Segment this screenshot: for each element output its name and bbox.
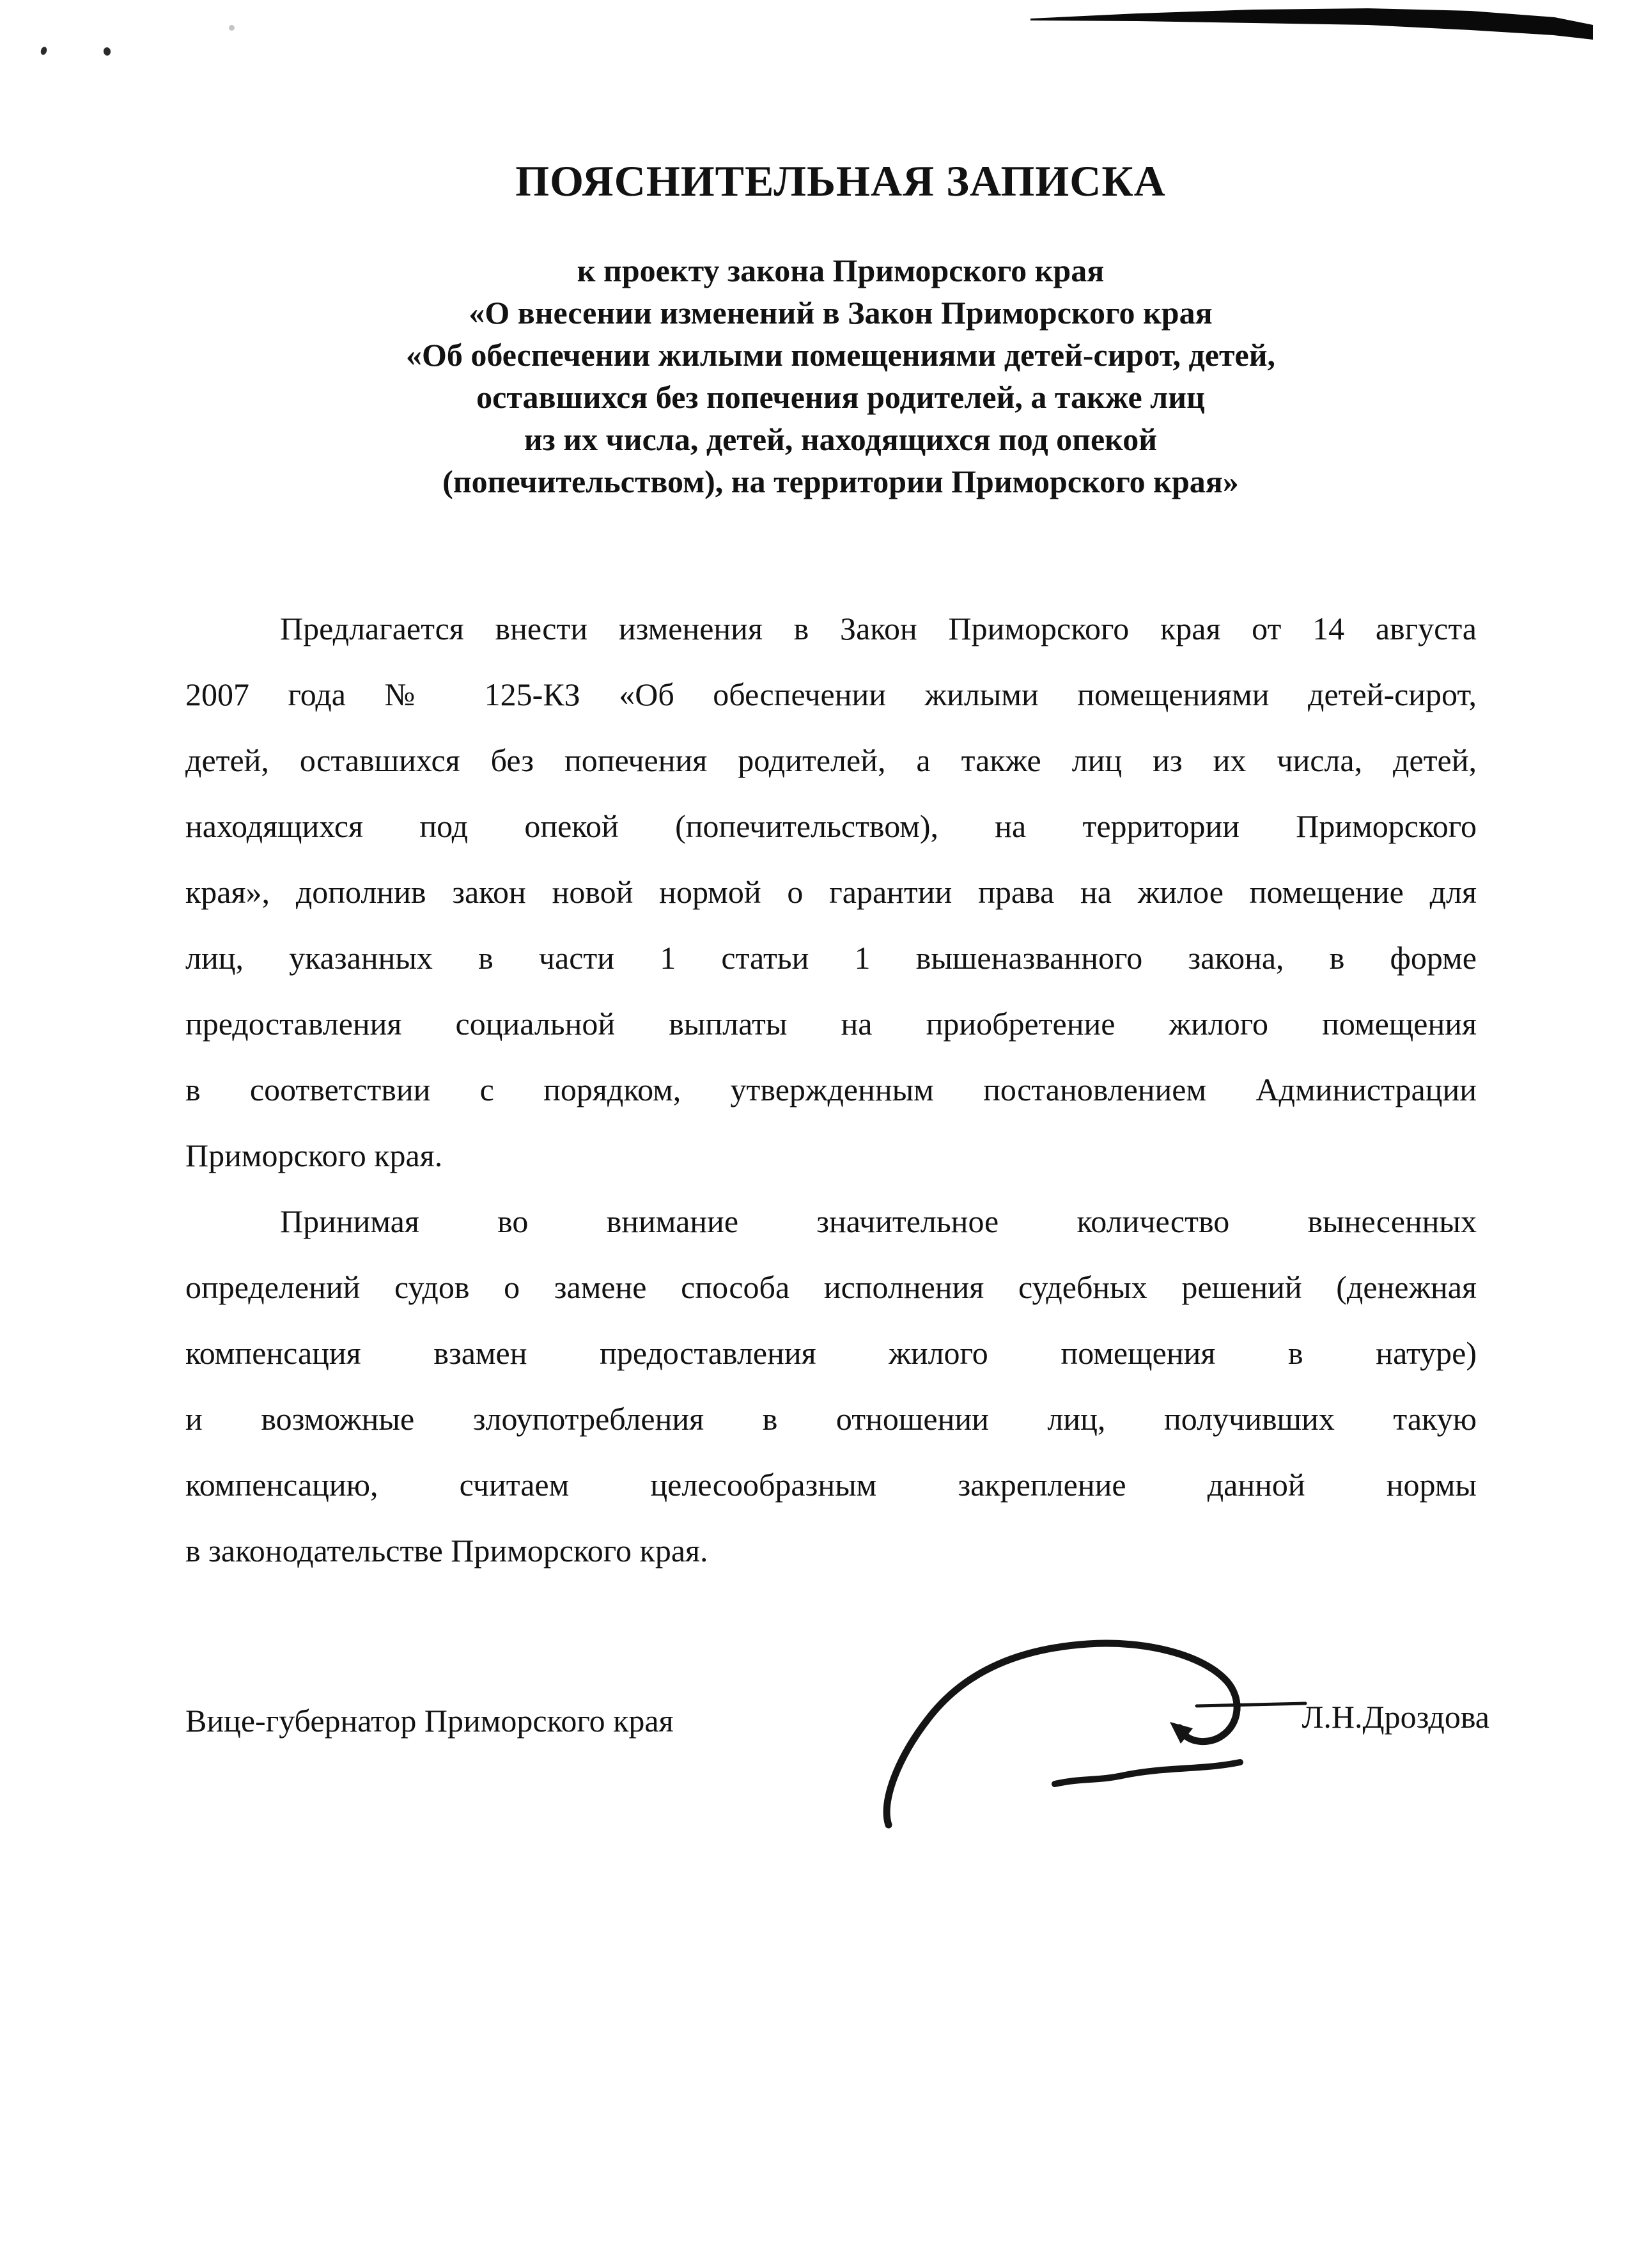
document-subtitle [185, 249, 1496, 503]
body-line: Предлагается внести изменения в Закон Приморского края от 14 августа [280, 611, 1477, 646]
subtitle-line: к проекту закона Приморского края [577, 253, 1105, 288]
body-line: определений судов о замене способа исполнения судебных решений (денежная [185, 1269, 1477, 1305]
subtitle-line: (попечительством), на территории Приморского края» [442, 464, 1239, 499]
signature-label: Вице-губернатор Приморского края [185, 1703, 674, 1739]
scan-speck [40, 46, 48, 56]
body-line: лиц, указанных в части 1 статьи 1 вышеназванного закона, в форме [185, 940, 1477, 976]
scan-artifact-streak [0, 0, 1632, 58]
document-body [185, 596, 1477, 1584]
subtitle-line: «О внесении изменений в Закон Приморского края [469, 295, 1213, 331]
body-line: и возможные злоупотребления в отношении лиц, получивших такую [185, 1401, 1477, 1437]
body-line: 2007 года № 125-КЗ «Об обеспечении жилыми помещениями детей-сирот, [185, 676, 1477, 712]
body-line: Принимая во внимание значительное количество вынесенных [280, 1203, 1477, 1239]
body-line: края», дополнив закон новой нормой о гарантии права на жилое помещение для [185, 874, 1477, 910]
body-line: компенсацию, считаем целесообразным закрепление данной нормы [185, 1467, 1477, 1503]
subtitle-line: из их числа, детей, находящихся под опекой [524, 421, 1158, 457]
signature-name: Л.Н.Дроздова [1302, 1699, 1489, 1735]
scan-speck [229, 25, 235, 31]
body-line: в законодательстве Приморского края. [185, 1533, 708, 1568]
body-line: находящихся под опекой (попечительством), на территории Приморского [185, 808, 1477, 844]
subtitle-line: оставшихся без попечения родителей, а также лиц [476, 379, 1205, 415]
scan-speck [103, 47, 111, 56]
body-line: детей, оставшихся без попечения родителей, а также лиц из их числа, детей, [185, 742, 1477, 778]
subtitle-line: «Об обеспечении жилыми помещениями детей-сирот, детей, [405, 337, 1276, 373]
body-line: компенсация взамен предоставления жилого помещения в натуре) [185, 1335, 1477, 1371]
document-title: ПОЯСНИТЕЛЬНАЯ ЗАПИСКА [515, 157, 1166, 205]
body-line: в соответствии с порядком, утвержденным постановлением Администрации [185, 1072, 1477, 1107]
body-line: предоставления социальной выплаты на приобретение жилого помещения [185, 1006, 1477, 1042]
body-line: Приморского края. [185, 1138, 443, 1173]
signature-block [185, 1698, 1489, 1743]
